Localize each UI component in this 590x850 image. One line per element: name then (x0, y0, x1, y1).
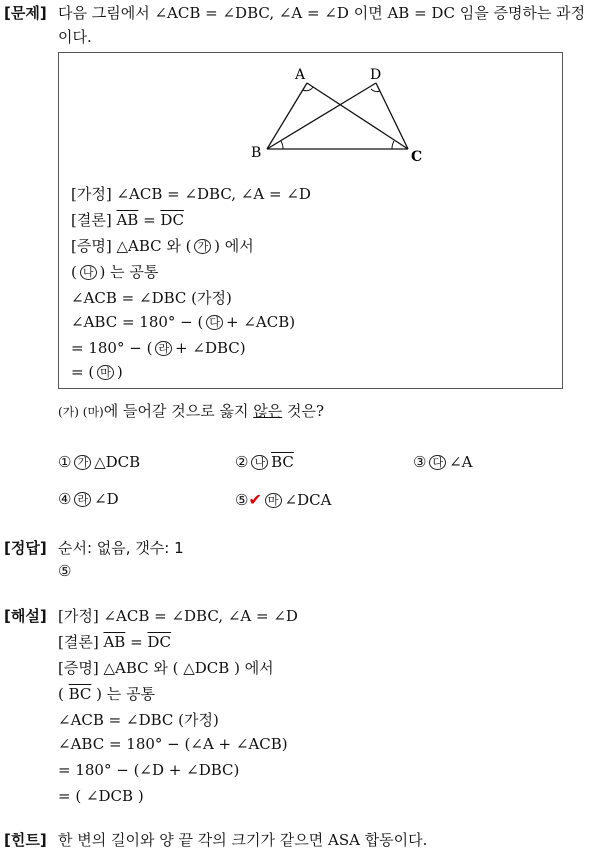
answer-value: ⑤ (58, 562, 72, 580)
problem-line-2: 이다. (58, 28, 92, 46)
choice-2[interactable]: ② 나 $\overline{BC}$ (235, 453, 294, 471)
check-icon: ✔ (248, 490, 262, 509)
choice-1[interactable]: ① 가 △DCB (58, 453, 141, 471)
angle-mark-c (392, 141, 394, 149)
segment-ba (267, 83, 307, 149)
label-d: D (370, 67, 382, 83)
hint-tag: [힌트] (4, 831, 47, 849)
expl-line-assumption: [가정] ∠ACB = ∠DBC, ∠A = ∠D (58, 607, 298, 625)
question-text: (가) (마)에 들어갈 것으로 옳지 않은 것은? (58, 402, 324, 420)
label-a: A (295, 67, 306, 83)
expl-line-result: = ( ∠DCB ) (58, 787, 144, 805)
expl-line-sub: = 180° − (∠D + ∠DBC) (58, 761, 240, 779)
box-line-sub: = 180° − ( 라 + ∠DBC) (71, 339, 246, 357)
expl-line-proof: [증명] △ABC 와 ( △DCB ) 에서 (58, 659, 274, 677)
angle-mark-b (281, 141, 283, 149)
answer-meta: 순서: 없음, 갯수: 1 (58, 539, 184, 557)
choice-3[interactable]: ③ 다 ∠A (413, 453, 473, 471)
expl-line-abc: ∠ABC = 180° − (∠A + ∠ACB) (58, 735, 288, 753)
label-c: C (411, 149, 423, 165)
expl-line-conclusion: [결론] $\overline{AB} = \overline{DC}$ (58, 633, 171, 651)
problem-tag: [문제] (4, 4, 47, 22)
answer-tag: [정답] (4, 539, 47, 557)
explanation-tag: [해설] (4, 607, 47, 625)
proof-box (58, 52, 563, 389)
hint-text: 한 변의 길이와 양 끝 각의 크기가 같으면 ASA 합동이다. (58, 831, 428, 849)
problem-line-1: 다음 그림에서 ∠ACB = ∠DBC, ∠A = ∠D 이면 AB = DC 임을 증명하는 과정 (58, 4, 586, 22)
expl-line-given: ∠ACB = ∠DBC (가정) (58, 711, 219, 729)
box-line-result: = ( 마 ) (71, 363, 123, 381)
triangle-figure (59, 53, 564, 168)
box-line-given: ∠ACB = ∠DBC (가정) (71, 289, 232, 307)
expl-line-common: ( $\overline{BC}$ ) 는 공통 (58, 685, 156, 703)
label-b: B (251, 145, 262, 161)
box-line-abc: ∠ABC = 180° − ( 다 + ∠ACB) (71, 313, 296, 331)
box-line-common: ( 나 ) 는 공통 (71, 263, 159, 281)
box-line-assumption: [가정] ∠ACB = ∠DBC, ∠A = ∠D (71, 185, 311, 203)
box-line-conclusion: [결론] $\overline{AB} = \overline{DC}$ (71, 211, 184, 229)
choice-5[interactable]: ⑤✔ 마 ∠DCA (235, 490, 332, 509)
box-line-proof: [증명] △ABC 와 ( 가 ) 에서 (71, 237, 254, 255)
choice-4[interactable]: ④ 라 ∠D (58, 490, 119, 508)
